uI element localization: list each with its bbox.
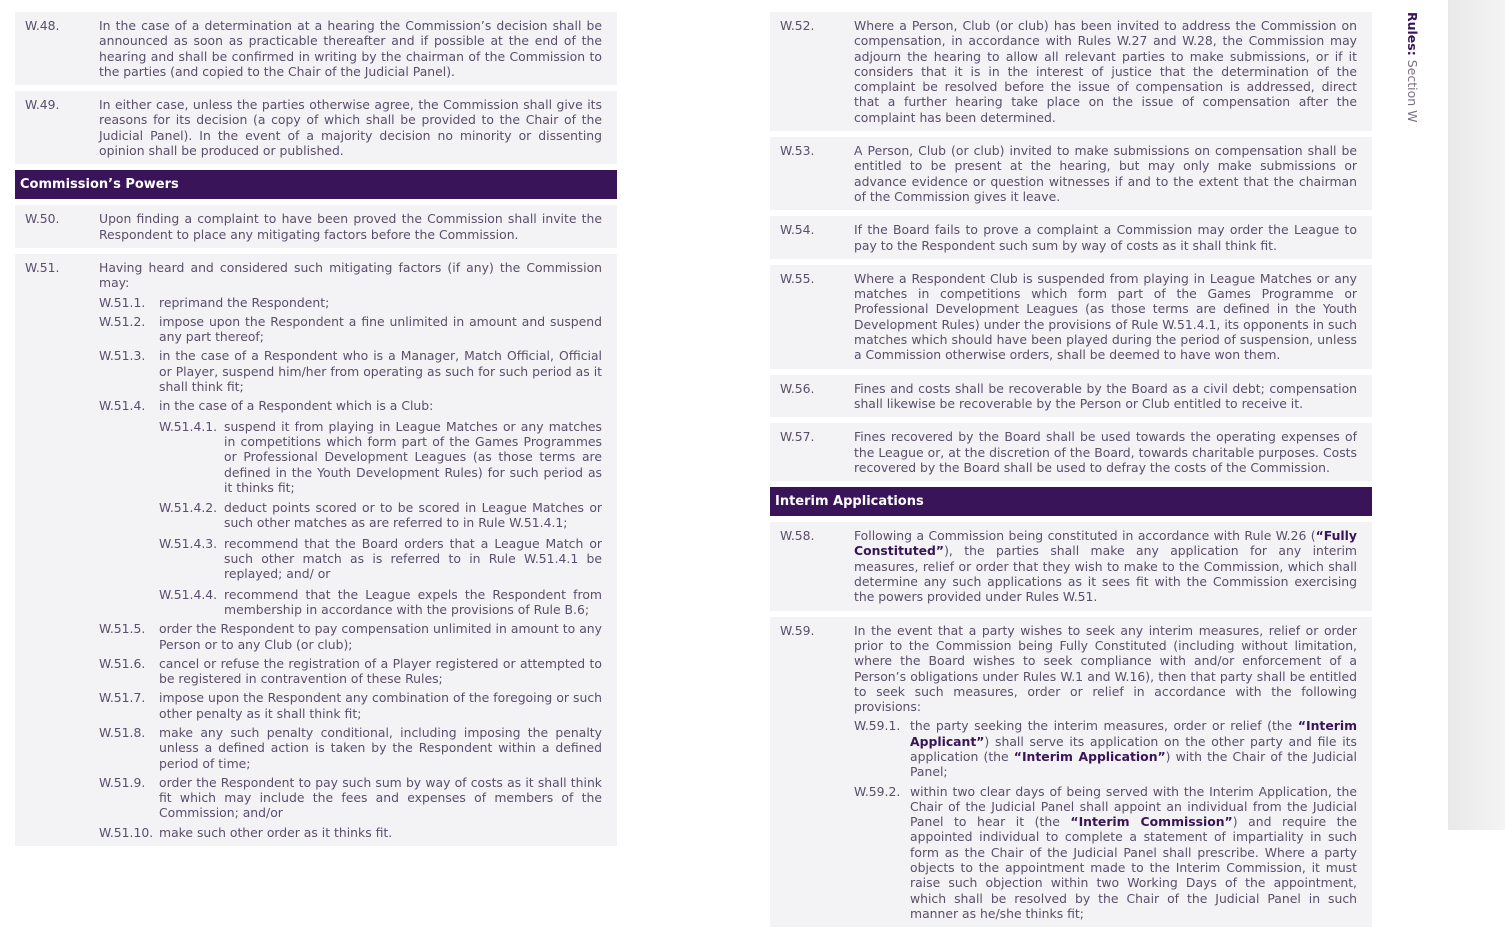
text-run: ) with the Chair of the Judicial Panel; <box>910 748 1357 780</box>
defined-term: “Interim Commission” <box>1070 814 1233 830</box>
subrule-text <box>910 718 1357 779</box>
rule-number: W.51. <box>25 259 60 275</box>
rule-w55 <box>770 265 1372 369</box>
subrule-number: W.51.4. <box>99 398 146 414</box>
page-gutter <box>1448 0 1505 830</box>
subrule-w51-4-3 <box>159 536 602 582</box>
rule-w52 <box>770 12 1372 131</box>
text-run: Following a Commission being constituted in accordance with Rule W.26 ( <box>854 528 1316 544</box>
rule-number: W.54. <box>780 222 815 238</box>
subrule-w51-5 <box>99 621 602 652</box>
subrule-text: in the case of a Respondent who is a Manager, Match Official, Official or Player, suspend him/her from operating as such for such period as it shall think fit; <box>159 348 602 395</box>
subrule-number: W.51.6. <box>99 655 146 671</box>
side-tab-section: Section W <box>1405 59 1420 123</box>
rule-text: Having heard and considered such mitigating factors (if any) the Commission may: <box>99 259 602 291</box>
rule-text: In the case of a determination at a hearing the Commission’s decision shall be announced as soon as practicable thereafter and if possible at the end of the hearing and shall be confirmed in writing by the chairman of the Commission to the parties (and copied to the Chair of the Judicial Panel). <box>99 18 602 79</box>
subrule-text: recommend that the Board orders that a League Match or such other match as is referred to in Rule W.51.4.1 be replayed; and/ or <box>224 535 602 582</box>
subrule-text: order the Respondent to pay such sum by way of costs as it shall think fit which may include the fees and expenses of members of the Commission; and/or <box>159 774 602 821</box>
subrule-w51-4-2 <box>159 500 602 531</box>
rule-text <box>854 528 1357 604</box>
text-run: ) shall serve its application on the other party and file its application (the <box>910 733 1357 764</box>
subrule-text: impose upon the Respondent any combination of the foregoing or such other penalty as it shall think fit; <box>159 690 602 721</box>
subrule-number: W.51.4.1. <box>159 418 218 434</box>
rule-number: W.56. <box>780 380 815 396</box>
rule-number: W.53. <box>780 143 815 159</box>
rule-text: If the Board fails to prove a complaint a Commission may order the League to pay to the Respondent such sum by way of costs as it shall think fit. <box>854 222 1357 253</box>
subrule-w59-2 <box>854 784 1357 922</box>
subrule-text: make any such penalty conditional, including imposing the penalty unless a defined action is taken by the Respondent within a defined period of time; <box>159 724 602 771</box>
rule-w51 <box>15 254 617 846</box>
rule-text: Fines recovered by the Board shall be used towards the operating expenses of the League or, at the discretion of the Board, towards charitable purposes. Costs recovered by the Board shall be used to defray the costs of the Commission. <box>854 429 1357 475</box>
subrule-number: W.51.9. <box>99 774 146 790</box>
subrule-number: W.51.3. <box>99 348 146 364</box>
text-run: ) and require the appointed individual to complete a statement of impartiality in such form as the Chair of the Judicial Panel shall prescribe. Where a party objects to the appointment made to the Interim Commission, it must raise such objection within two Working Days of the appointment, which shall be resolved by the Chair of the Judicial Panel in such manner as he/she thinks fit; <box>910 814 1357 921</box>
defined-term: “Interim Application” <box>1013 748 1166 764</box>
subrule-w51-10 <box>99 825 602 840</box>
rule-text: Where a Person, Club (or club) has been invited to address the Commission on compensation, in accordance with Rules W.27 and W.28, the Commission may adjourn the hearing to allow all relevant parties to make submissions, or if it considers that it is in the interest of justice that the determination of the complaint be resolved before the issue of compensation is addressed, direct that a further hearing take place on the issue of compensation after the complaint has been determined. <box>854 18 1357 125</box>
rule-text: In the event that a party wishes to seek any interim measures, relief or order prior to the Commission being Fully Constituted (including without limitation, where the Board wishes to seek compliance with and/or enforcement of a Person’s obligations under Rules W.1 and W.16), then that party shall be entitled to seek such measures, order or relief in accordance with the following provisions: <box>854 622 1357 715</box>
rule-text: Where a Respondent Club is suspended from playing in League Matches or any matches in competitions which form part of the Games Programme or Professional Development Leagues (as those terms are defined in the Youth Development Rules) under the provisions of Rule W.51.4.1, its opponents in such matches which should have been played during the period of suspension, unless a Commission otherwise orders, shall be deemed to have won them. <box>854 270 1357 363</box>
text-run: the party seeking the interim measures, order or relief (the <box>910 718 1298 734</box>
defined-term: “Interim Applicant” <box>910 718 1357 749</box>
rule-w59 <box>770 617 1372 928</box>
rule-w48 <box>15 12 617 85</box>
rule-w56 <box>770 375 1372 418</box>
section-heading-commissions-powers: Commission’s Powers <box>15 170 617 199</box>
subrule-w51-8 <box>99 725 602 771</box>
rule-w50 <box>15 205 617 248</box>
rule-w54 <box>770 216 1372 259</box>
subrule-text: reprimand the Respondent; <box>159 294 330 310</box>
side-tab-label: Rules: <box>1405 12 1420 56</box>
section-heading-interim-applications: Interim Applications <box>770 487 1372 516</box>
subrule-number: W.51.7. <box>99 690 146 706</box>
subrule-text: cancel or refuse the registration of a Player registered or attempted to be registered in contravention of these Rules; <box>159 655 602 687</box>
subrule-text: make such other order as it thinks fit. <box>159 824 393 840</box>
rule-w58 <box>770 522 1372 610</box>
subrule-number: W.51.10. <box>99 824 154 840</box>
rule-number: W.59. <box>780 622 815 638</box>
rule-number: W.55. <box>780 270 815 286</box>
subrule-number: W.51.4.2. <box>159 500 218 516</box>
subrule-w51-4 <box>99 398 602 413</box>
text-run: ), the parties shall make any application for any interim measures, relief or order that they wish to make to the Commission, which shall determine any such applications as it sees fit with the Commission exercising the powers provided under Rules W.51. <box>854 543 1357 605</box>
subrule-number: W.51.4.3. <box>159 535 218 551</box>
rule-text: Fines and costs shall be recoverable by the Board as a civil debt; compensation shall likewise be recoverable by the Person or Club entitled to receive it. <box>854 380 1357 411</box>
subrule-w51-4-1 <box>159 419 602 495</box>
rule-number: W.58. <box>780 528 815 544</box>
subrule-w51-7 <box>99 690 602 721</box>
subrule-w51-2 <box>99 314 602 345</box>
subrule-w51-3 <box>99 348 602 394</box>
rule-number: W.50. <box>25 211 60 227</box>
subrule-number: W.59.1. <box>854 718 901 734</box>
rule-w49 <box>15 91 617 164</box>
subrule-w59-1 <box>854 718 1357 779</box>
rule-text: Upon finding a complaint to have been proved the Commission shall invite the Respondent to place any mitigating factors before the Commission. <box>99 211 602 242</box>
subrule-number: W.51.2. <box>99 313 146 329</box>
subrule-number: W.51.8. <box>99 724 146 740</box>
subrule-text: impose upon the Respondent a fine unlimited in amount and suspend any part thereof; <box>159 313 602 345</box>
rule-text: A Person, Club (or club) invited to make submissions on compensation shall be entitled to be present at the hearing, but may only make submissions or advance evidence or question witnesses if and to the extent that the chairman of the Commission gives it leave. <box>854 143 1357 204</box>
rule-number: W.48. <box>25 18 60 33</box>
subrule-w51-9 <box>99 775 602 821</box>
subrule-text: order the Respondent to pay compensation unlimited in amount to any Person or to any Club (or club); <box>159 621 602 652</box>
rule-w53 <box>770 137 1372 210</box>
subrule-number: W.59.2. <box>854 783 901 799</box>
subrule-w51-1 <box>99 295 602 310</box>
subrule-number: W.51.4.4. <box>159 586 218 602</box>
rule-text: In either case, unless the parties otherwise agree, the Commission shall give its reasons for its decision (a copy of which shall be provided to the Chair of the Judicial Panel). In the event of a majority decision no minority or dissenting opinion shall be produced or published. <box>99 97 602 159</box>
rule-number: W.57. <box>780 429 815 445</box>
subrule-w51-6 <box>99 656 602 687</box>
subrule-text: deduct points scored or to be scored in League Matches or such other matches as are referred to in Rule W.51.4.1; <box>224 500 602 531</box>
subrule-number: W.51.1. <box>99 294 146 310</box>
section-side-tab <box>1405 12 1420 123</box>
subrule-text <box>910 784 1357 922</box>
rule-w57 <box>770 423 1372 481</box>
subrule-text: in the case of a Respondent which is a Club: <box>159 398 434 414</box>
right-column <box>770 12 1372 933</box>
subrule-text: recommend that the League expels the Respondent from membership in accordance with the provisions of Rule B.6; <box>224 586 602 617</box>
rule-number: W.49. <box>25 97 60 113</box>
text-run: within two clear days of being served with the Interim Application, the Chair of the Judicial Panel shall appoint an individual from the Judicial Panel to hear it (the <box>910 783 1357 830</box>
rule-number: W.52. <box>780 18 815 33</box>
left-column <box>15 12 617 852</box>
subrule-w51-4-4 <box>159 587 602 618</box>
defined-term: “Fully Constituted” <box>854 528 1357 559</box>
subrule-number: W.51.5. <box>99 621 146 637</box>
subrule-text: suspend it from playing in League Matches or any matches in competitions which form part of the Games Programmes or Professional Development Leagues (as those terms are defined in the Youth Development Rules) for such period as it thinks fit; <box>224 418 602 495</box>
